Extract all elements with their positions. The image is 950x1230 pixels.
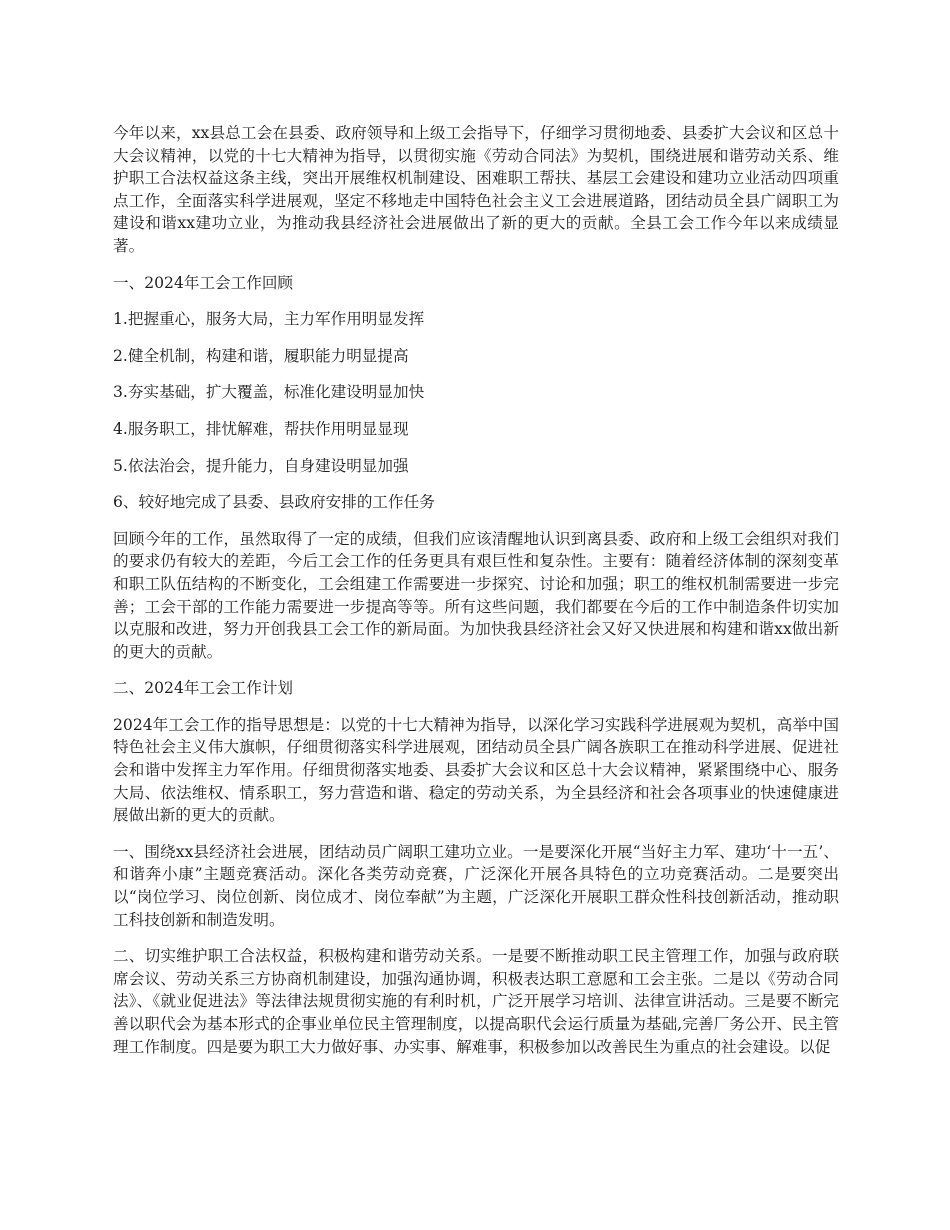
review-item: 5.依法治会，提升能力，自身建设明显加强 xyxy=(113,456,409,475)
review-summary-paragraph: 回顾今年的工作，虽然取得了一定的成绩，但我们应该清醒地认识到离县委、政府和上级工会组织对我们的要求仍有较大的差距，今后工会工作的任务更具有艰巨性和复杂性。主要有：随着经济体制的深刻变革和职工队伍结构的不断变化，工会组建工作需要进一步探究、讨论和加强；职工的维权机制需要进一步完善；工会干部的工作能力需要进一步提高等等。所有这些问题，我们都要在今后的工作中制造条件切实加以克服和改进，努力开创我县工会工作的新局面。为加快我县经济社会又好又快进展和构建和谐xx做出新的更大的贡献。 xyxy=(113,529,839,661)
review-item: 1.把握重心，服务大局，主力军作用明显发挥 xyxy=(113,310,425,329)
section-heading-review: 一、2024年工会工作回顾 xyxy=(113,273,294,292)
plan-intro-paragraph: 2024年工会工作的指导思想是：以党的十七大精神为指导，以深化学习实践科学进展观为契机，高举中国特色社会主义伟大旗帜，仔细贯彻落实科学进展观，团结动员全县广阔各族职工在推动科学进展、促进社会和谐中发挥主力军作用。仔细贯彻落实地委、县委扩大会议和区总十大会议精神，紧紧围绕中心、服务大局、依法维权、情系职工，努力营造和谐、稳定的劳动关系，为全县经济和社会各项事业的快速健康进展做出新的更大的贡献。 xyxy=(113,715,839,825)
document-page xyxy=(113,122,839,1072)
review-item: 4.服务职工，排忧解难，帮扶作用明显显现 xyxy=(113,419,409,438)
review-item: 6、较好地完成了县委、县政府安排的工作任务 xyxy=(113,493,435,512)
review-item: 3.夯实基础，扩大覆盖，标准化建设明显加快 xyxy=(113,383,425,402)
review-item: 2.健全机制，构建和谐，履职能力明显提高 xyxy=(113,346,409,365)
plan-point-paragraph: 一、围绕xx县经济社会进展，团结动员广阔职工建功立业。一是要深化开展“当好主力军、建功‘十一五’、和谐奔小康”主题竞赛活动。深化各类劳动竞赛，广泛深化开展各具特色的立功竞赛活动。二是要突出以“岗位学习、岗位创新、岗位成才、岗位奉献”为主题，广泛深化开展职工群众性科技创新活动，推动职工科技创新和制造发明。 xyxy=(113,842,839,929)
section-heading-plan: 二、2024年工会工作计划 xyxy=(113,679,294,698)
intro-paragraph: 今年以来，xx县总工会在县委、政府领导和上级工会指导下，仔细学习贯彻地委、县委扩大会议和区总十大会议精神，以党的十七大精神为指导，以贯彻实施《劳动合同法》为契机，围绕进展和谐劳动关系、维护职工合法权益这条主线，突出开展维权机制建设、困难职工帮扶、基层工会建设和建功立业活动四项重点工作，全面落实科学进展观，坚定不移地走中国特色社会主义工会进展道路，团结动员全县广阔职工为建设和谐xx建功立业，为推动我县经济社会进展做出了新的更大的贡献。全县工会工作今年以来成绩显著。 xyxy=(113,124,839,255)
plan-point-paragraph: 二、切实维护职工合法权益，积极构建和谐劳动关系。一是要不断推动职工民主管理工作，加强与政府联席会议、劳动关系三方协商机制建设，加强沟通协调，积极表达职工意愿和工会主张。二是以《劳动合同法》、《就业促进法》等法律法规贯彻实施的有利时机，广泛开展学习培训、法律宣讲活动。三是要不断完善以职代会为基本形式的企事业单位民主管理制度，以提高职代会运行质量为基础,完善厂务公开、民主管理工作制度。四是要为职工大力做好事、办实事、解难事，积极参加以改善民生为重点的社会建设。以促 xyxy=(113,947,839,1056)
